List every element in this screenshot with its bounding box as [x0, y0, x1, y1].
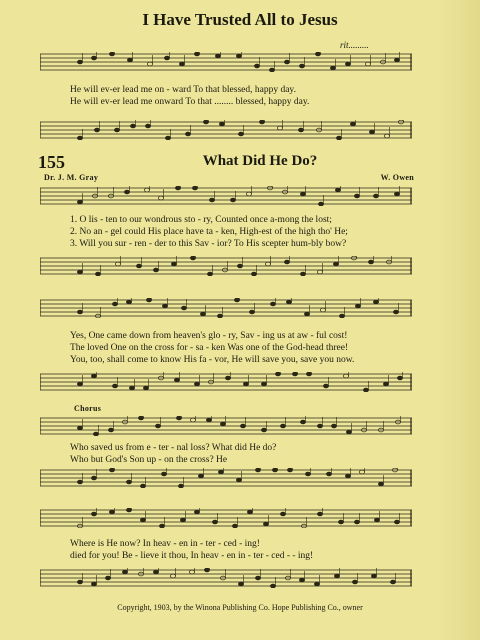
lyric-line: Where is He now? In heav - en in - ter - ced - ing!: [70, 539, 260, 549]
music-staff: [40, 52, 412, 72]
ritardando-mark: rit.........: [340, 40, 369, 50]
music-staff: [40, 416, 412, 436]
copyright-notice: Copyright, 1903, by the Winona Publishing Co. Hope Publishing Co., owner: [117, 603, 363, 612]
lyric-line: Who saved us from e - ter - nal loss? What did He do?: [70, 443, 277, 453]
music-staff: [40, 508, 412, 528]
music-staff: [40, 186, 412, 206]
lyric-line: died for you! Be - lieve it thou, In heav - en in - ter - ced - - ing!: [70, 551, 314, 561]
music-staff: [40, 568, 412, 588]
music-staff: [40, 468, 412, 488]
lyric-line: The loved One on the cross for - sa - ken Was one of the God-head three!: [70, 343, 349, 353]
composer-credit: W. Owen: [380, 173, 414, 182]
lyric-line: Yes, One came down from heaven's glo - ry, Sav - ing us at aw - ful cost!: [70, 331, 348, 341]
hymn-number: 155: [38, 152, 65, 172]
lyric-line: 3. Will you sur - ren - der to this Sav - ior? To His scepter hum-bly bow?: [70, 239, 347, 249]
lyric-line: He will ev-er lead me onward To that ........ blessed, happy day.: [70, 97, 310, 107]
hymn-title: What Did He Do?: [202, 153, 318, 169]
lyric-line: 2. No an - gel could His place have ta - ken, High-est of the high tho' He;: [70, 227, 348, 237]
page-edge-shadow: [440, 0, 480, 640]
chorus-label: Chorus: [74, 404, 102, 413]
lyric-line: You, too, shall come to know His fa - vor, He will save you, save you now.: [70, 355, 355, 365]
music-staff: [40, 256, 412, 276]
music-staff: [40, 120, 412, 140]
music-staff: [40, 372, 412, 392]
lyric-line: Who but God's Son up - on the cross? He: [70, 455, 228, 465]
music-staff: [40, 298, 412, 318]
author-credit: Dr. J. M. Gray: [44, 173, 99, 182]
lyric-line: He will ev-er lead me on - ward To that blessed, happy day.: [70, 85, 296, 95]
lyric-line: 1. O lis - ten to our wondrous sto - ry, Counted once a-mong the lost;: [70, 215, 332, 225]
previous-hymn-title: I Have Trusted All to Jesus: [142, 10, 338, 29]
